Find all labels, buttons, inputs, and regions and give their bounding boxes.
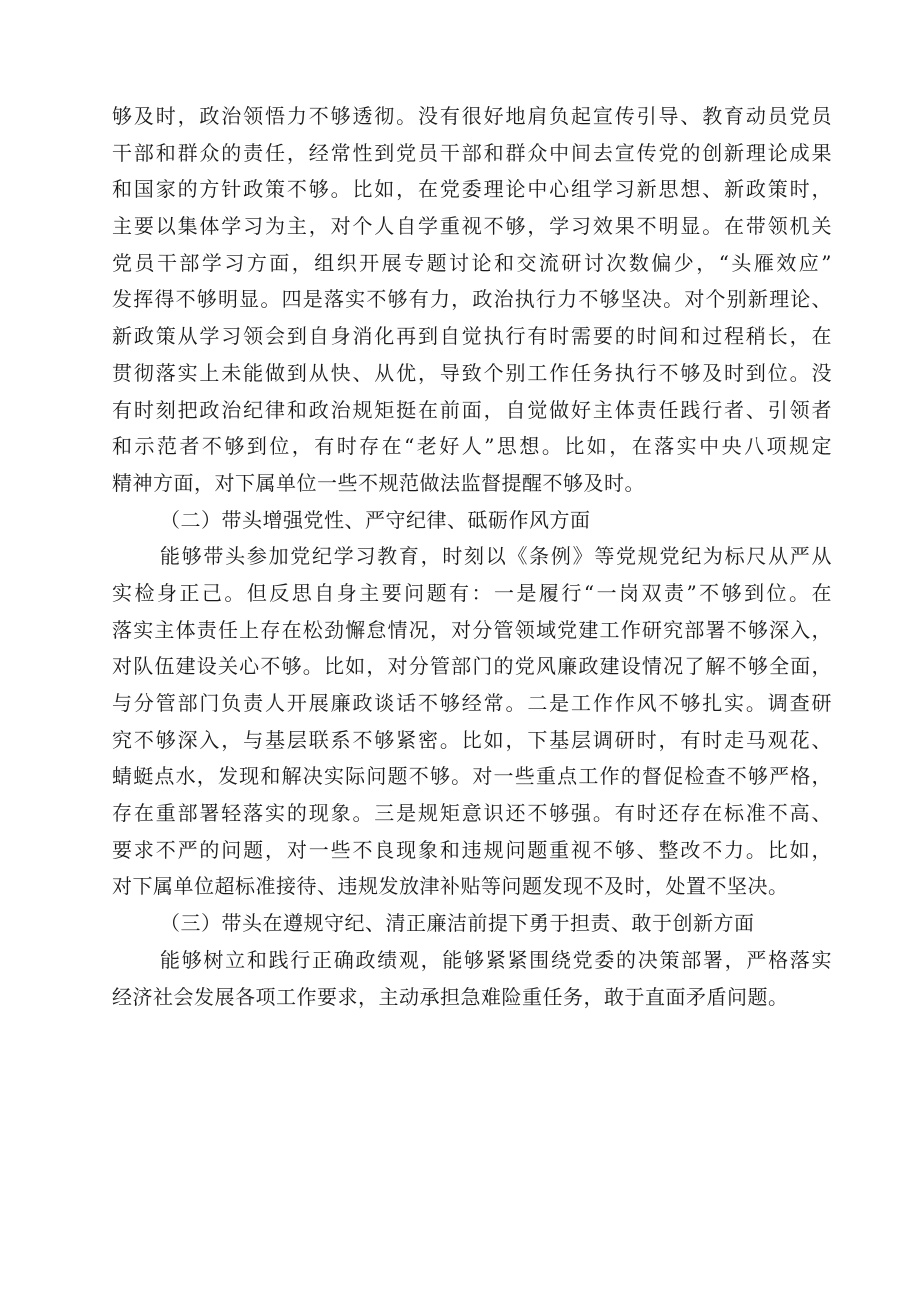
text-line: 有时刻把政治纪律和政治规矩挺在前面，自觉做好主体责任践行者、引领者	[112, 397, 832, 422]
text-line: 和国家的方针政策不够。比如，在党委理论中心组学习新思想、新政策时，	[112, 177, 832, 202]
text-line: 经济社会发展各项工作要求，主动承担急难险重任务，敢于直面矛盾问题。	[112, 984, 789, 1009]
text-line: 精神方面，对下属单位一些不规范做法监督提醒不够及时。	[112, 470, 645, 495]
section-heading-two: （二）带头增强党性、严守纪律、砥砺作风方面	[160, 507, 591, 532]
text-line: 能够带头参加党纪学习教育，时刻以《条例》等党规党纪为标尺从严从	[160, 544, 832, 569]
paragraph-responsibility-innovation	[112, 942, 832, 1015]
text-line: 干部和群众的责任，经常性到党员干部和群众中间去宣传党的创新理论成果	[112, 140, 832, 165]
paragraph-party-discipline	[112, 538, 832, 905]
document-body	[112, 98, 832, 1015]
text-line: 主要以集体学习为主，对个人自学重视不够，学习效果不明显。在带领机关	[112, 214, 832, 239]
text-line: 对下属单位超标准接待、违规发放津补贴等问题发现不及时，处置不坚决。	[112, 874, 789, 899]
text-line: 够及时，政治领悟力不够透彻。没有很好地肩负起宣传引导、教育动员党员	[112, 104, 832, 128]
text-line: 要求不严的问题，对一些不良现象和违规问题重视不够、整改不力。比如，	[112, 837, 832, 862]
section-heading-three: （三）带头在遵规守纪、清正廉洁前提下勇于担责、敢于创新方面	[160, 911, 755, 936]
text-line: 能够树立和践行正确政绩观，能够紧紧围绕党委的决策部署，严格落实	[160, 947, 832, 972]
text-line: 落实主体责任上存在松劲懈怠情况，对分管领域党建工作研究部署不够深入，	[112, 617, 832, 642]
text-line: 和示范者不够到位，有时存在“老好人”思想。比如，在落实中央八项规定	[112, 434, 832, 459]
text-line: 贯彻落实上未能做到从快、从优，导致个别工作任务执行不够及时到位。没	[112, 360, 832, 385]
paragraph-political-study	[112, 98, 832, 502]
text-line: 究不够深入，与基层联系不够紧密。比如，下基层调研时，有时走马观花、	[112, 727, 832, 752]
text-line: 实检身正己。但反思自身主要问题有：一是履行“一岗双责”不够到位。在	[112, 580, 832, 605]
text-line: 新政策从学习领会到自身消化再到自觉执行有时需要的时间和过程稍长，在	[112, 324, 832, 349]
text-line: 对队伍建设关心不够。比如，对分管部门的党风廉政建设情况了解不够全面，	[112, 654, 832, 679]
text-line: 蜻蜓点水，发现和解决实际问题不够。对一些重点工作的督促检查不够严格，	[112, 764, 832, 789]
text-line: 党员干部学习方面，组织开展专题讨论和交流研讨次数偏少，“头雁效应”	[112, 250, 832, 275]
text-line: 存在重部署轻落实的现象。三是规矩意识还不够强。有时还存在标准不高、	[112, 801, 832, 826]
text-line: 与分管部门负责人开展廉政谈话不够经常。二是工作作风不够扎实。调查研	[112, 691, 832, 715]
text-line: 发挥得不够明显。四是落实不够有力，政治执行力不够坚决。对个别新理论、	[112, 287, 832, 312]
